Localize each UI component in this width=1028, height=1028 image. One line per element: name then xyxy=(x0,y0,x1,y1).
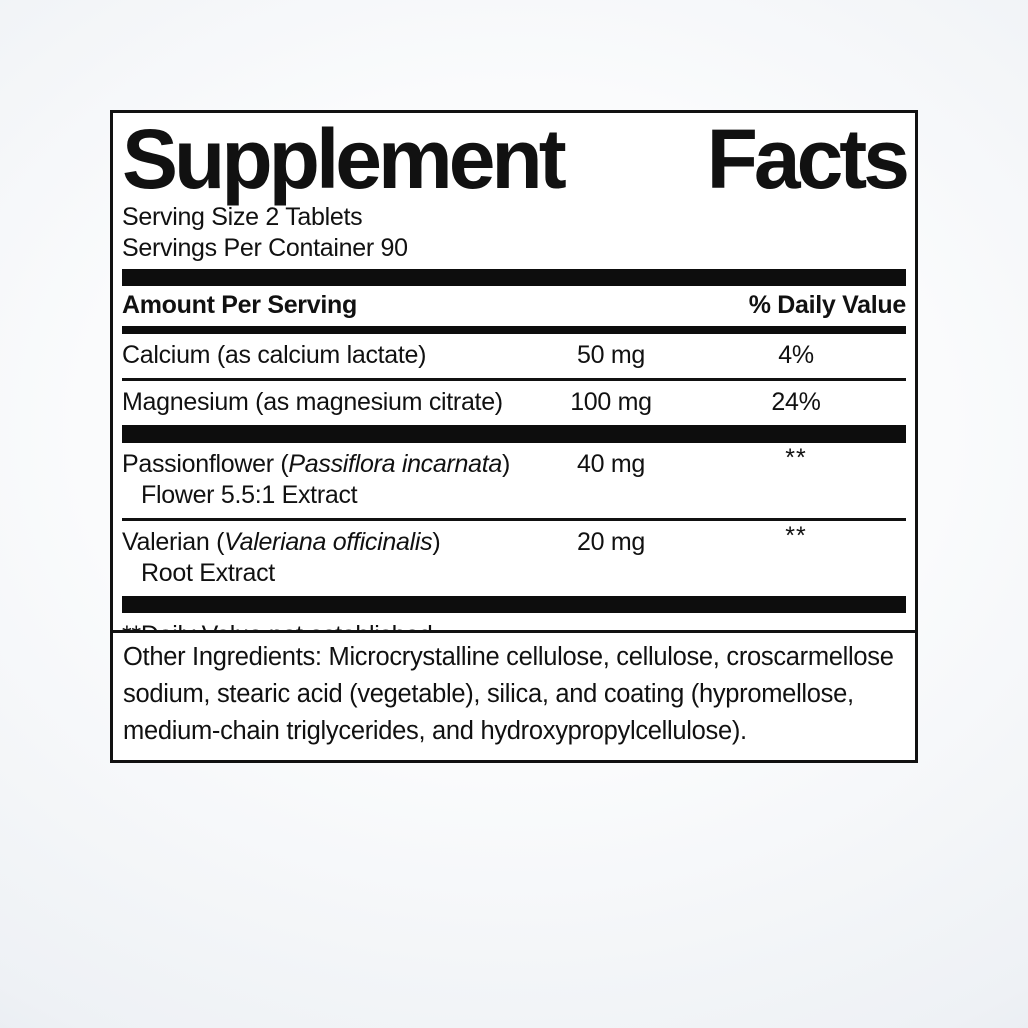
common-name: ) xyxy=(501,450,510,479)
ingredient-name xyxy=(122,449,536,511)
daily-value-text: ** xyxy=(785,522,807,551)
separator-bar-header xyxy=(122,326,906,334)
ingredient-row xyxy=(122,334,906,378)
panel-title-word-right: Facts xyxy=(706,112,906,206)
common-name: ) xyxy=(432,528,441,557)
common-name: Flower 5.5:1 Extract xyxy=(141,481,358,510)
serving-info xyxy=(122,202,906,264)
ingredient-name xyxy=(122,340,536,371)
ingredient-name-line1 xyxy=(122,527,536,558)
separator-bar-heavy xyxy=(122,269,906,286)
ingredient-amount: 20 mg xyxy=(577,528,645,557)
other-ingredients-panel: Other Ingredients: Microcrystalline cellulose, cellulose, croscarmellose sodium, stearic acid (vegetable), silica, and coating (hypromellose, medium-chain triglycerides, and hydroxypropylcellulose). xyxy=(110,630,918,763)
ingredient-name xyxy=(122,387,536,418)
ingredient-name-line2 xyxy=(122,558,536,589)
ingredient-name-line1 xyxy=(122,387,536,418)
column-header-row xyxy=(122,286,906,326)
ingredient-amount: 100 mg xyxy=(570,388,652,417)
ingredient-daily-value xyxy=(686,340,906,371)
ingredient-name-line1 xyxy=(122,449,536,480)
latin-name: Valeriana officinalis xyxy=(224,528,433,557)
ingredient-row xyxy=(122,521,906,596)
ingredient-daily-value xyxy=(686,444,906,480)
common-name: Valerian ( xyxy=(122,528,225,557)
daily-value-text: 24% xyxy=(771,388,821,417)
ingredient-row xyxy=(122,443,906,518)
ingredient-amount: 40 mg xyxy=(577,450,645,479)
common-name: Magnesium (as magnesium citrate) xyxy=(122,388,503,417)
servings-per-container-text: Servings Per Container 90 xyxy=(122,234,408,263)
ingredient-name xyxy=(122,527,536,589)
common-name: Passionflower ( xyxy=(122,450,289,479)
ingredient-daily-value xyxy=(686,522,906,558)
ingredient-amount: 50 mg xyxy=(577,341,645,370)
daily-value-text: ** xyxy=(785,444,807,473)
panel-title-word-left: Supplement xyxy=(122,112,563,206)
common-name: Root Extract xyxy=(141,559,275,588)
serving-size-text: Serving Size 2 Tablets xyxy=(122,203,363,232)
latin-name: Passiflora incarnata xyxy=(288,450,502,479)
supplement-facts-panel xyxy=(110,110,918,665)
ingredient-name-line2 xyxy=(122,480,536,511)
ingredient-row xyxy=(122,381,906,425)
ingredient-name-line1 xyxy=(122,340,536,371)
separator-bar-thick xyxy=(122,596,906,613)
panel-title xyxy=(122,112,906,206)
ingredient-rows xyxy=(122,334,906,613)
amount-per-serving-header: Amount Per Serving xyxy=(122,291,357,320)
ingredient-daily-value xyxy=(686,387,906,418)
common-name: Calcium (as calcium lactate) xyxy=(122,341,427,370)
separator-bar-medium xyxy=(122,425,906,443)
daily-value-text: 4% xyxy=(778,341,814,370)
daily-value-header: % Daily Value xyxy=(748,291,906,320)
